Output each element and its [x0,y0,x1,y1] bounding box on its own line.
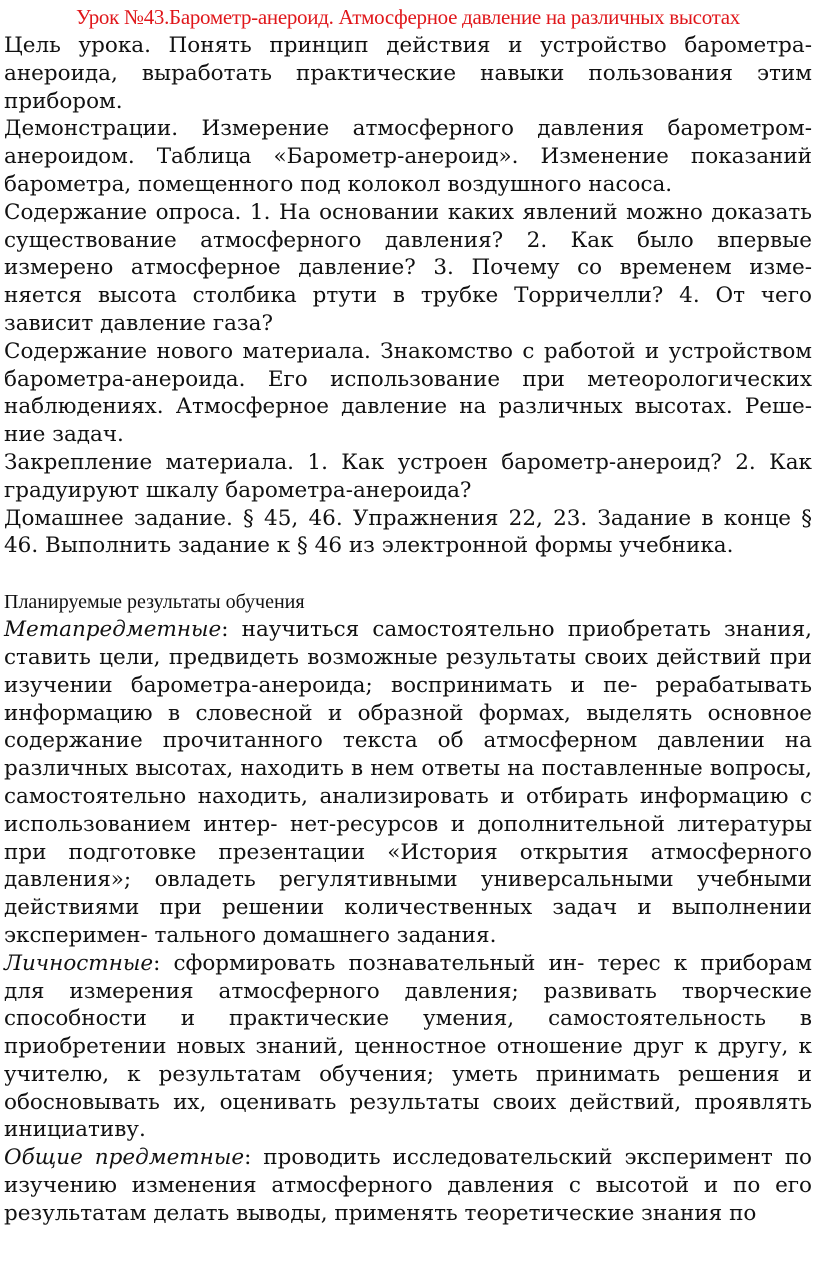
result-text: : сформировать познавательный ин- терес к приборам для измерения атмосферного давления; развивать творческие способности и практические умения, самостоятельность в приобретении новых знаний, ценностное отношение друг к другу, к учителю, к результатам обучения; уметь принимать решения и обосновывать их, оценивать результаты своих действий, проявлять инициативу. [4,950,812,1143]
result-personal [4,950,812,1145]
result-general-subject [4,1144,812,1227]
result-label: Личностные [4,950,154,976]
result-metasubject [4,616,812,950]
result-text: : проводить исследовательский эксперимент по изучению изменения атмосферного давления с высотой и по его результатам делать выводы, применять теоретические знания по [4,1145,813,1226]
paragraph-survey: Содержание опроса. 1. На основании каких явлений можно доказать существование атмосферного давления? 2. Как было впервые измерено атмосферное давление? 3. Почему со временем изме- няется высота столбика ртути в трубке Торричелли? 4. От чего зависит давление газа? [4,199,812,336]
lesson-title: Урок №43.Барометр-анероид. Атмосферное давление на различных высотах [76,5,740,29]
paragraph-goal: Цель урока. Понять принцип действия и устройство барометра-анероида, выработать практические навыки пользования этим прибором. [4,33,812,114]
paragraph-new-material: Содержание нового материала. Знакомство с работой и устройством барометра-анероида. Его использование при метеорологических наблюдениях. Атмосферное давление на различных высотах. Реше- ние задач. [4,338,812,448]
result-label: Общие предметные [4,1145,245,1171]
result-text: : научиться самостоятельно приобретать знания, ставить цели, предвидеть возможные результаты своих действий при изучении барометра-анероида; воспринимать и пе- рерабатывать информацию в словесной и образной формах, выделять основное содержание прочитанного текста об атмосферном давлении на различных высотах, находить в нем ответы на поставленные вопросы, самостоятельно находить, анализировать и отбирать информацию с использованием интер- нет-ресурсов и дополнительной литературы при подготовке презентации «История открытия атмосферного давления»; овладеть регулятивными универсальными учебными действиями при решении количественных задач и выполнении эксперимен- тального домашнего задания. [4,617,812,948]
blank-line [4,560,812,588]
paragraph-consolidation: Закрепление материала. 1. Как устроен барометр-анероид? 2. Как градуируют шкалу барометра-анероида? [4,449,812,503]
paragraph-demonstrations: Демонстрации. Измерение атмосферного давления барометром-анероидом. Таблица «Барометр-анероид». Изменение показаний барометра, помещенного под колокол воздушного насоса. [4,116,812,197]
result-label: Метапредметные [4,617,222,643]
results-heading: Планируемые результаты обучения [4,591,305,614]
paragraph-homework: Домашнее задание. § 45, 46. Упражнения 22, 23. Задание в конце § 46. Выполнить задание к § 46 из электронной формы учебника. [4,505,812,559]
